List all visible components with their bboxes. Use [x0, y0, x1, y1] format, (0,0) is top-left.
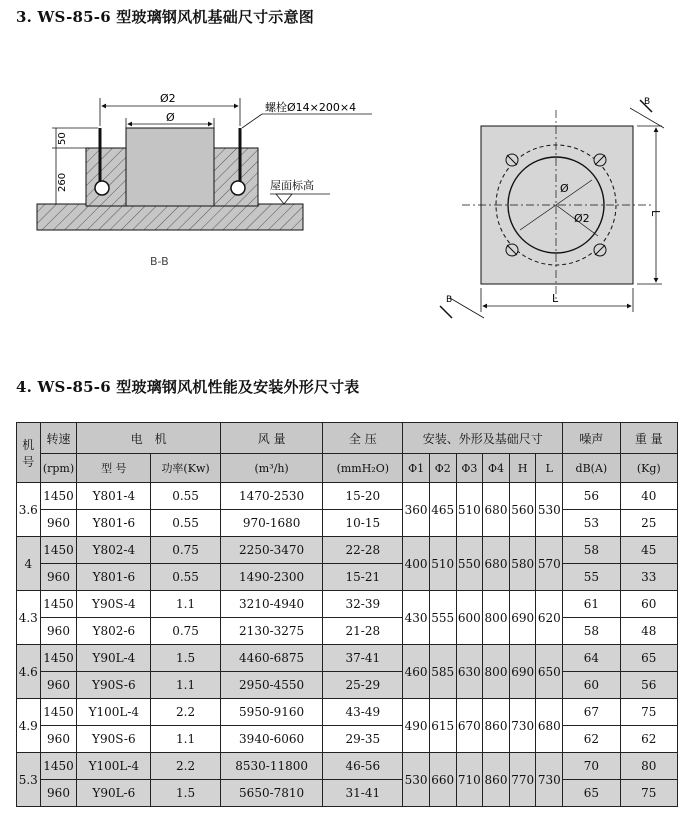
- speed-cell: 1450: [40, 699, 77, 726]
- pressure-cell: 25-29: [323, 672, 403, 699]
- motor-model-cell: Y802-4: [77, 537, 151, 564]
- weight-cell: 56: [620, 672, 677, 699]
- motor-model-cell: Y100L-4: [77, 699, 151, 726]
- motor-power-cell: 1.5: [151, 780, 221, 807]
- dim-phi3-cell: 550: [456, 537, 483, 591]
- dim-phi3-cell: 630: [456, 645, 483, 699]
- pressure-cell: 37-41: [323, 645, 403, 672]
- dim-L-cell: 620: [536, 591, 563, 645]
- header-phi4: Φ4: [483, 454, 510, 483]
- dim-H-cell: 690: [509, 591, 536, 645]
- flow-cell: 5950-9160: [220, 699, 322, 726]
- noise-cell: 56: [563, 483, 620, 510]
- weight-cell: 40: [620, 483, 677, 510]
- dim-phi3-cell: 710: [456, 753, 483, 807]
- dim-H-cell: 690: [509, 645, 536, 699]
- pressure-cell: 29-35: [323, 726, 403, 753]
- flow-cell: 5650-7810: [220, 780, 322, 807]
- speed-cell: 1450: [40, 537, 77, 564]
- motor-model-cell: Y90S-4: [77, 591, 151, 618]
- performance-table: [16, 422, 678, 807]
- header-machine: 机号: [17, 423, 41, 483]
- section-view: [37, 92, 372, 268]
- flow-cell: 1490-2300: [220, 564, 322, 591]
- motor-model-cell: Y802-6: [77, 618, 151, 645]
- flow-cell: 2250-3470: [220, 537, 322, 564]
- machine-no-cell: 4: [17, 537, 41, 591]
- pressure-cell: 15-21: [323, 564, 403, 591]
- noise-cell: 65: [563, 780, 620, 807]
- motor-power-cell: 1.5: [151, 645, 221, 672]
- header-motor: 电 机: [77, 423, 220, 454]
- pressure-cell: 46-56: [323, 753, 403, 780]
- flow-cell: 8530-11800: [220, 753, 322, 780]
- header-phi2: Φ2: [429, 454, 456, 483]
- weight-cell: 75: [620, 699, 677, 726]
- dim-phi2-cell: 615: [429, 699, 456, 753]
- weight-cell: 48: [620, 618, 677, 645]
- weight-cell: 33: [620, 564, 677, 591]
- pressure-cell: 22-28: [323, 537, 403, 564]
- dim-L-cell: 530: [536, 483, 563, 537]
- header-flow-unit: (m³/h): [220, 454, 322, 483]
- motor-model-cell: Y100L-4: [77, 753, 151, 780]
- speed-cell: 1450: [40, 645, 77, 672]
- header-phi1: Φ1: [403, 454, 430, 483]
- motor-power-cell: 0.55: [151, 564, 221, 591]
- noise-cell: 58: [563, 618, 620, 645]
- weight-cell: 45: [620, 537, 677, 564]
- machine-no-cell: 3.6: [17, 483, 41, 537]
- weight-cell: 60: [620, 591, 677, 618]
- dim-phi4-cell: 860: [483, 753, 510, 807]
- noise-cell: 55: [563, 564, 620, 591]
- motor-power-cell: 2.2: [151, 699, 221, 726]
- header-power: 功率(Kw): [151, 454, 221, 483]
- section-4-heading: 4. WS-85-6 型玻璃钢风机性能及安装外形尺寸表: [16, 378, 360, 396]
- noise-cell: 70: [563, 753, 620, 780]
- table-row: [17, 510, 678, 537]
- header-speed: 转速: [40, 423, 77, 454]
- speed-cell: 960: [40, 780, 77, 807]
- dim-phi2-cell: 660: [429, 753, 456, 807]
- flow-cell: 4460-6875: [220, 645, 322, 672]
- motor-power-cell: 0.55: [151, 483, 221, 510]
- header-H: H: [509, 454, 536, 483]
- table-row: [17, 483, 678, 510]
- motor-model-cell: Y801-6: [77, 510, 151, 537]
- flow-cell: 3210-4940: [220, 591, 322, 618]
- speed-cell: 960: [40, 510, 77, 537]
- weight-cell: 75: [620, 780, 677, 807]
- header-dims: 安装、外形及基础尺寸: [403, 423, 563, 454]
- header-pressure: 全 压: [323, 423, 403, 454]
- motor-power-cell: 1.1: [151, 591, 221, 618]
- dim-phi2-cell: 510: [429, 537, 456, 591]
- dim-phi2-cell: 585: [429, 645, 456, 699]
- dim-phi4-cell: 680: [483, 483, 510, 537]
- foundation-diagram: [0, 30, 700, 330]
- header-weight-unit: (Kg): [620, 454, 677, 483]
- weight-cell: 65: [620, 645, 677, 672]
- motor-power-cell: 0.75: [151, 537, 221, 564]
- flow-cell: 1470-2530: [220, 483, 322, 510]
- dim-H-cell: 770: [509, 753, 536, 807]
- table-row: [17, 564, 678, 591]
- header-flow: 风 量: [220, 423, 322, 454]
- table-row: [17, 672, 678, 699]
- header-phi3: Φ3: [456, 454, 483, 483]
- speed-cell: 960: [40, 726, 77, 753]
- flow-cell: 970-1680: [220, 510, 322, 537]
- header-pressure-unit: (mmH₂O): [323, 454, 403, 483]
- machine-no-cell: 5.3: [17, 753, 41, 807]
- table-row: [17, 780, 678, 807]
- plan-L-right: L: [649, 210, 662, 217]
- section-label: B-B: [150, 255, 169, 268]
- plan-L-bottom: L: [552, 292, 559, 305]
- dim-phi4-cell: 680: [483, 537, 510, 591]
- pressure-cell: 43-49: [323, 699, 403, 726]
- motor-model-cell: Y90L-4: [77, 645, 151, 672]
- dim-H-cell: 580: [509, 537, 536, 591]
- dim-H-cell: 730: [509, 699, 536, 753]
- dim-phi1-cell: 530: [403, 753, 430, 807]
- noise-cell: 62: [563, 726, 620, 753]
- speed-cell: 1450: [40, 591, 77, 618]
- header-L: L: [536, 454, 563, 483]
- speed-cell: 960: [40, 564, 77, 591]
- motor-model-cell: Y90L-6: [77, 780, 151, 807]
- plan-phi-label: Ø: [560, 182, 569, 195]
- table-row: [17, 591, 678, 618]
- machine-no-cell: 4.9: [17, 699, 41, 753]
- noise-cell: 64: [563, 645, 620, 672]
- table-row: [17, 537, 678, 564]
- dim-phi3-cell: 600: [456, 591, 483, 645]
- machine-no-cell: 4.3: [17, 591, 41, 645]
- header-noise: 噪声: [563, 423, 620, 454]
- dim-50-label: 50: [57, 132, 68, 145]
- dim-phi2-cell: 555: [429, 591, 456, 645]
- pressure-cell: 10-15: [323, 510, 403, 537]
- dim-L-cell: 570: [536, 537, 563, 591]
- pressure-cell: 21-28: [323, 618, 403, 645]
- motor-power-cell: 1.1: [151, 672, 221, 699]
- header-weight: 重 量: [620, 423, 677, 454]
- speed-cell: 1450: [40, 483, 77, 510]
- dim-phi1-cell: 430: [403, 591, 430, 645]
- flow-cell: 2130-3275: [220, 618, 322, 645]
- motor-power-cell: 0.75: [151, 618, 221, 645]
- speed-cell: 1450: [40, 753, 77, 780]
- speed-cell: 960: [40, 618, 77, 645]
- motor-power-cell: 1.1: [151, 726, 221, 753]
- noise-cell: 67: [563, 699, 620, 726]
- dim-L-cell: 680: [536, 699, 563, 753]
- speed-cell: 960: [40, 672, 77, 699]
- dim-phi4-cell: 860: [483, 699, 510, 753]
- motor-model-cell: Y801-6: [77, 564, 151, 591]
- table-row: [17, 645, 678, 672]
- pressure-cell: 32-39: [323, 591, 403, 618]
- dim-phi1-cell: 360: [403, 483, 430, 537]
- dim-phi4-cell: 800: [483, 591, 510, 645]
- dim-phi1-cell: 490: [403, 699, 430, 753]
- motor-power-cell: 0.55: [151, 510, 221, 537]
- table-row: [17, 699, 678, 726]
- dim-phi3-cell: 670: [456, 699, 483, 753]
- section-mark-B-top: B: [644, 97, 651, 107]
- dim-phi-label: Ø: [166, 111, 175, 124]
- dim-phi2-cell: 465: [429, 483, 456, 537]
- noise-cell: 61: [563, 591, 620, 618]
- plan-view: [440, 97, 664, 318]
- dim-H-cell: 560: [509, 483, 536, 537]
- table-row: [17, 753, 678, 780]
- table-row: [17, 618, 678, 645]
- dim-phi3-cell: 510: [456, 483, 483, 537]
- roof-level-label: 屋面标高: [270, 179, 314, 192]
- section-3-heading: 3. WS-85-6 型玻璃钢风机基础尺寸示意图: [16, 8, 314, 26]
- section-mark-B-bottom: B: [446, 295, 453, 305]
- dim-phi2-label: Ø2: [160, 92, 176, 105]
- weight-cell: 80: [620, 753, 677, 780]
- motor-model-cell: Y90S-6: [77, 726, 151, 753]
- header-noise-unit: dB(A): [563, 454, 620, 483]
- noise-cell: 60: [563, 672, 620, 699]
- weight-cell: 62: [620, 726, 677, 753]
- pressure-cell: 31-41: [323, 780, 403, 807]
- flow-cell: 3940-6060: [220, 726, 322, 753]
- bolt-label: 螺栓Ø14×200×4: [265, 101, 357, 114]
- header-speed-unit: (rpm): [40, 454, 77, 483]
- dim-260-label: 260: [57, 172, 68, 192]
- motor-model-cell: Y801-4: [77, 483, 151, 510]
- dim-phi4-cell: 800: [483, 645, 510, 699]
- dim-phi1-cell: 460: [403, 645, 430, 699]
- machine-no-cell: 4.6: [17, 645, 41, 699]
- weight-cell: 25: [620, 510, 677, 537]
- motor-model-cell: Y90S-6: [77, 672, 151, 699]
- dim-phi1-cell: 400: [403, 537, 430, 591]
- flow-cell: 2950-4550: [220, 672, 322, 699]
- table-row: [17, 726, 678, 753]
- plan-phi2-label: Ø2: [574, 212, 590, 225]
- dim-L-cell: 730: [536, 753, 563, 807]
- header-model: 型 号: [77, 454, 151, 483]
- noise-cell: 53: [563, 510, 620, 537]
- dim-L-cell: 650: [536, 645, 563, 699]
- noise-cell: 58: [563, 537, 620, 564]
- pressure-cell: 15-20: [323, 483, 403, 510]
- motor-power-cell: 2.2: [151, 753, 221, 780]
